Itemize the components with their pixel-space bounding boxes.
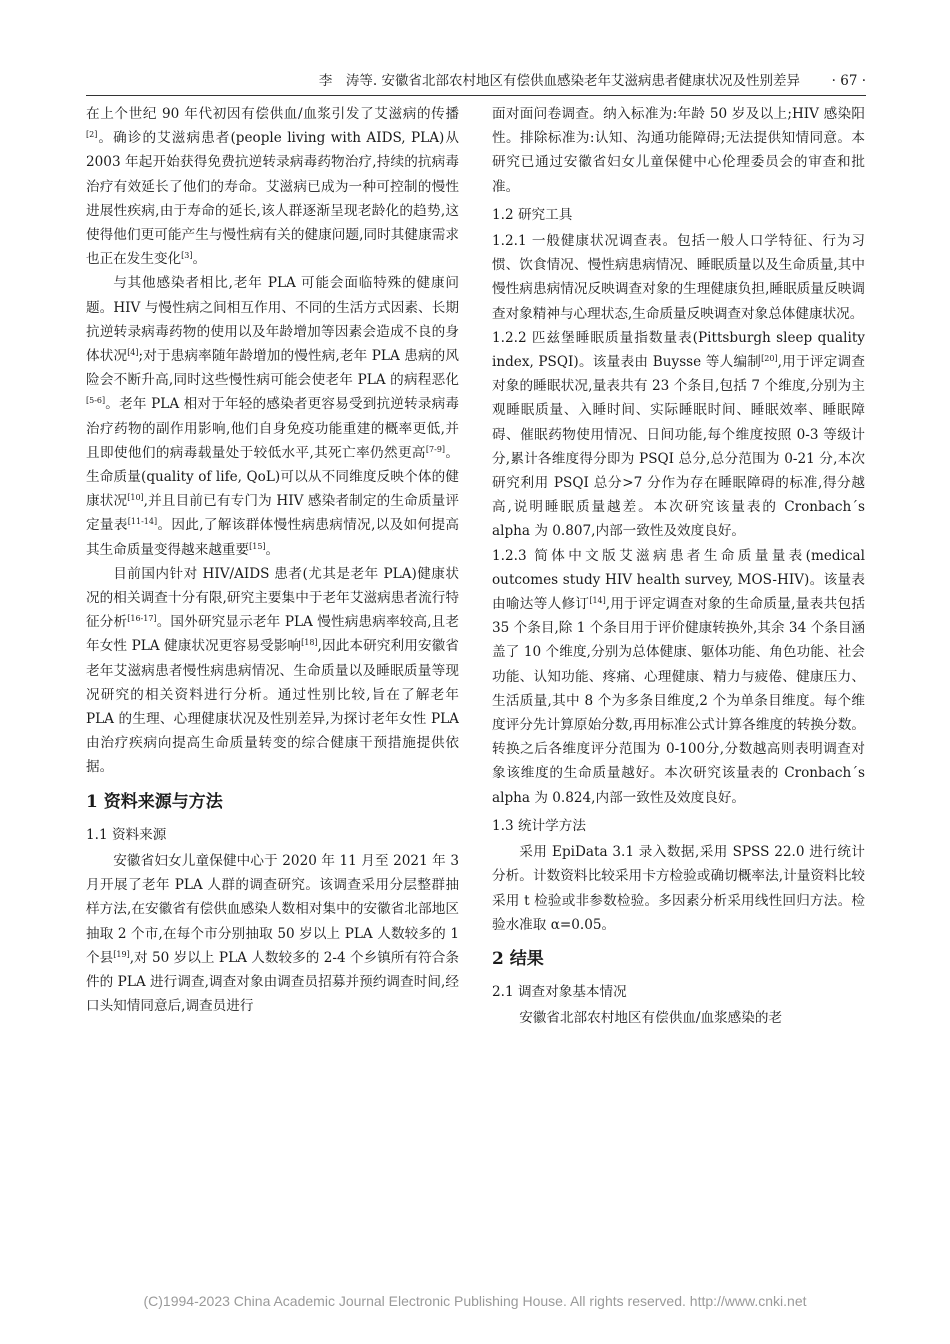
paragraph: 安徽省妇女儿童保健中心于 2020 年 11 月至 2021 年 3 月开展了老年 PLA 人群的调查研究。该调查采用分层整群抽样方法,在安徽省有偿供血感染人数相对集中的安徽省北部地区抽取 2 个市,在每个市分别抽取 50 岁以上 PLA 人数较多的 1 个县[19],对 50 岁以上 PLA 人数较多的 2-4 个乡镇所有符合条件的 PLA 进行调查,调查对象由调查员招募并预约调查时间,经口头知情同意后,调查员进行: [86, 852, 459, 1015]
subsection-heading: 1.3 统计学方法: [492, 817, 586, 834]
paragraph: 目前国内针对 HIV/AIDS 患者(尤其是老年 PLA)健康状况的相关调查十分有限,研究主要集中于老年艾滋病患者流行特征分析[16-17]。国外研究显示老年 PLA 慢性病患病率较高,且老年女性 PLA 健康状况更容易受影响[18],因此本研究利用安徽省老年艾滋病患者慢性病患病情况、生命质量以及睡眠质量等现况研究的相关资料进行分析。通过性别比较,旨在了解老年 PLA 的生理、心理健康状况及性别差异,为探讨老年女性 PLA 由治疗疾病向提高生命质量转变的综合健康干预措施提供依据。: [86, 565, 459, 776]
section-heading: 1 资料来源与方法: [86, 791, 223, 812]
paragraph: 安徽省北部农村地区有偿供血/血浆感染的老: [519, 1010, 783, 1027]
subsubsection-heading: 1.2.1 一般健康状况调查表。: [492, 233, 678, 250]
running-header: [86, 68, 866, 94]
citation: [10]: [127, 493, 144, 503]
citation: [4]: [127, 348, 139, 358]
paragraph: 面对面问卷调查。纳入标准为:年龄 50 岁及以上;HIV 感染阳性。排除标准为:认知、沟通功能障碍;无法提供知情同意。本研究已通过安徽省妇女儿童保健中心伦理委员会的审查和批准。: [492, 106, 865, 195]
paragraph: 1.2.2 匹兹堡睡眠质量指数量表(Pittsburgh sleep quality index, PSQI)。该量表由 Buysse 等人编制[20],用于评定调查对象的睡眠状况,量表共有 23 个条目,包括 7 个维度,分别为主观睡眠质量、入睡时间、实际睡眠时间、睡眠效率、睡眠障碍、催眠药物使用情况、日间功能,每个维度按照 0-3 等级计分,累计各维度得分即为 PSQI 总分,总分范围为 0-21 分,本次研究利用 PSQI 总分>7 分作为存在睡眠障碍的标准,得分越高,说明睡眠质量越差。本次研究该量表的 Cronbach´s alpha 为 0.807,内部一致性及效度良好。: [492, 329, 865, 540]
running-title: 李 涛等. 安徽省北部农村地区有偿供血感染老年艾滋病患者健康状况及性别差异: [318, 73, 800, 89]
paragraph: 1.2.3 简体中文版艾滋病患者生命质量量表(medical outcomes study HIV health survey, MOS-HIV)。该量表由喻达等人修订[14],用于评定调查对象的生命质量,量表共包括 35 个条目,除 1 个条目用于评价健康转换外,其余 34 个条目涵盖了 10 个维度,分别为总体健康、躯体功能、角色功能、社会功能、认知功能、疼痛、心理健康、精力与疲倦、健康压力、生活质量,其中 8 个为多条目维度,2 个为单条目维度。每个维度评分先计算原始分数,再用标准公式计算各维度的转换分数。转换之后各维度评分范围为 0-100分,分数越高则表明调查对象该维度的生命质量越好。本次研究该量表的 Cronbach´s alpha 为 0.824,内部一致性及效度良好。: [492, 547, 865, 806]
citation: [11-14]: [127, 517, 158, 527]
citation: [7-9]: [425, 445, 446, 455]
page-number: · 67 ·: [831, 73, 866, 89]
citation: [2]: [86, 130, 98, 140]
subsubsection-heading: 1.2.3 简体中文版艾滋病患者生命质量量表(medical outcomes study HIV health survey, MOS-HIV): [492, 547, 865, 588]
citation: [3]: [181, 251, 193, 261]
paragraph: 1.2.1 一般健康状况调查表。包括一般人口学特征、行为习惯、饮食情况、慢性病患病情况、睡眠质量以及生命质量,其中慢性病患病情况反映调查对象的生理健康负担,睡眠质量反映调查对象精神与心理状态,生命质量反映调查对象总体健康状况。: [492, 233, 865, 322]
paragraph: 与其他感染者相比,老年 PLA 可能会面临特殊的健康问题。HIV 与慢性病之间相互作用、不同的生活方式因素、长期抗逆转录病毒药物的使用以及年龄增加等因素会造成不良的身体状况[4];对于患病率随年龄增加的慢性病,老年 PLA 患病的风险会不断升高,同时这些慢性病可能会使老年 PLA 的病程恶化[5-6]。老年 PLA 相对于年轻的感染者更容易受到抗逆转录病毒治疗药物的副作用影响,他们自身免疫功能重建的概率更低,并且即使他们的病毒载量处于较低水平,其死亡率仍然更高[7-9]。生命质量(quality of life, QoL)可以从不同维度反映个体的健康状况[10],并且目前已有专门为 HIV 感染者制定的生命质量评定量表[11-14]。因此,了解该群体慢性病患病情况,以及如何提高其生命质量变得越来越重要[15]。: [86, 275, 459, 558]
citation: [20]: [761, 354, 778, 364]
right-column: [492, 102, 865, 1302]
subsection-heading: 2.1 调查对象基本情况: [492, 983, 627, 1000]
citation: [14]: [589, 596, 606, 606]
subsection-heading: 1.1 资料来源: [86, 826, 167, 843]
citation: [16-17]: [127, 614, 157, 624]
citation: [5-6]: [86, 396, 106, 406]
paragraph: 采用 EpiData 3.1 录入数据,采用 SPSS 22.0 进行统计分析。计数资料比较采用卡方检验或确切概率法,计量资料比较采用 t 检验或非参数检验。多因素分析采用线性回归方法。检验水准取 α=0.05。: [492, 844, 865, 933]
copyright-footer: (C)1994-2023 China Academic Journal Electronic Publishing House. All rights reserved. http://www.cnki.net: [143, 1293, 807, 1309]
subsection-heading: 1.2 研究工具: [492, 206, 573, 223]
citation: [18]: [301, 638, 318, 648]
citation: [15]: [249, 541, 266, 551]
subsubsection-heading: 1.2.2 匹兹堡睡眠质量指数量表(Pittsburgh sleep quality index, PSQI): [492, 329, 865, 371]
header-rule: [86, 95, 866, 96]
citation: [19]: [113, 949, 130, 959]
paragraph: 在上个世纪 90 年代初因有偿供血/血浆引发了艾滋病的传播[2]。确诊的艾滋病患者(people living with AIDS, PLA)从 2003 年起开始获得免费抗逆转录病毒药物治疗,持续的抗病毒治疗有效延长了他们的寿命。艾滋病已成为一种可控制的慢性进展性疾病,由于寿命的延长,该人群逐渐呈现老龄化的趋势,这使得他们更可能产生与慢性病有关的健康问题,同时其健康需求也正在发生变化[3]。: [86, 106, 459, 268]
left-column: [86, 102, 459, 1302]
section-heading: 2 结果: [492, 948, 544, 969]
